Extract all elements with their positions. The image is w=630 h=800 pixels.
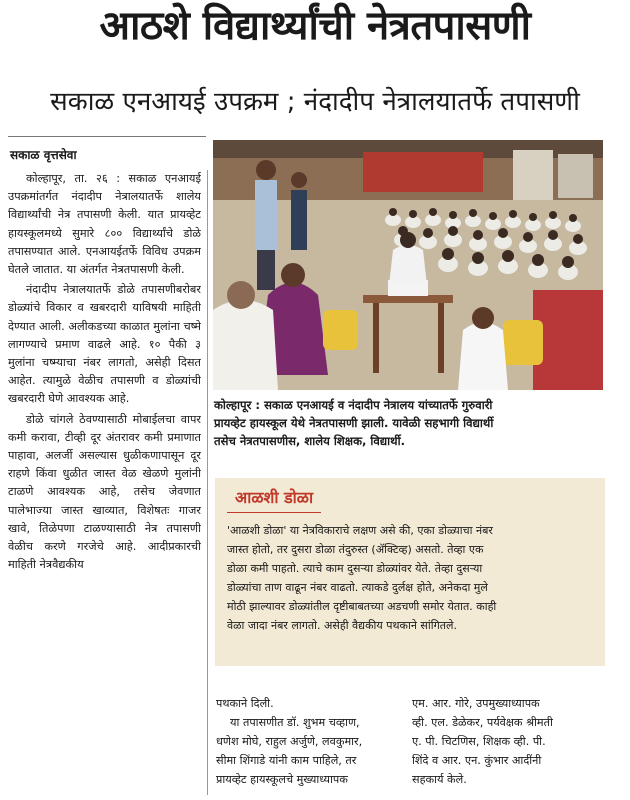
right-line-1: एम. आर. गोरे, उपमुख्याध्यापक	[412, 697, 540, 710]
sidebar-line-1: 'आळशी डोळा' या नेत्रविकाराचे लक्षण असे की, एका डोळ्याचा नंबर	[227, 524, 493, 537]
left-paragraph-3: डोळे चांगले ठेवण्यासाठी मोबाईलचा वापर कमी करावा, टीव्ही दूर अंतरावर कमी प्रमाणात पाहावा, अलर्जी असल्यास धुळीकणापासून दूर राहणे किंवा धुळीत जास्त वेळ खेळणे मुलांनी टाळणे आवश्यक आहे, तसेच जेवणात पालेभाज्या जास्त खाव्यात, विशेषतः गाजर खावे, तिळेपणा टाळण्यासाठी नेत्र तपासणी वेळीच करणे गरजेचे आहे. आदीप्रकारची माहिती नेत्रवैद्यकीय	[8, 412, 201, 572]
left-paragraph-1: कोल्हापूर, ता. २६ : सकाळ एनआयई उपक्रमांतर्गत नंदादीप नेत्रालयातर्फे शालेय विद्यार्थ्यांची नेत्र तपासणी केली. यात प्रायव्हेट हायस्कूलमध्ये सुमारे ८०० विद्यार्थ्यांचे डोळे तपासण्यात आले. एनआयईतर्फे विविध उपक्रम घेतले जातात. या अंतर्गत नेत्रतपासणी केली.	[8, 172, 201, 277]
right-line-5: सहकार्य केले.	[412, 773, 467, 786]
caption-line-2: प्रायव्हेट हायस्कूल येथे नेत्रतपासणी झाली. यावेळी सहभागी विद्यार्थी	[214, 416, 494, 430]
middle-line-5: प्रायव्हेट हायस्कूलचे मुख्याध्यापक	[216, 773, 348, 786]
middle-line-3: धणेश मोघे, राहुल अर्जुणे, लवकुमार,	[216, 735, 363, 748]
headline: आठशे विद्यार्थ्यांची नेत्रतपासणी	[99, 3, 531, 49]
right-line-4: शिंदे व आर. एन. कुंभार आदींनी	[412, 754, 542, 767]
caption-line-3: तसेच नेत्रतपासणीस, शालेय शिक्षक, विद्यार्थी.	[214, 434, 405, 448]
photo-caption	[214, 396, 606, 450]
right-line-3: ए. पी. चिटणिस, शिक्षक व्ही. पी.	[412, 735, 546, 748]
sidebar-line-6: वेळा जादा नंबर लागतो. असेही वैद्यकीय पथकाने सांगितले.	[227, 619, 457, 632]
header-divider	[8, 136, 206, 137]
middle-line-2: या तपासणीत डॉ. शुभम चव्हाण,	[230, 716, 360, 729]
sidebar-line-4: डोळ्यांचा ताण वाढून नंबर वाढतो. त्याकडे दुर्लक्ष होते, अनेकदा मुले	[227, 581, 488, 594]
byline: सकाळ वृत्तसेवा	[10, 148, 77, 162]
right-line-2: व्ही. एल. डेळेकर, पर्यवेक्षक श्रीमती	[412, 716, 553, 729]
middle-column	[216, 694, 400, 789]
subheadline: सकाळ एनआयई उपक्रम ; नंदादीप नेत्रालयातर्फे तपासणी	[50, 87, 580, 117]
news-photo	[213, 140, 603, 390]
sidebar-line-3: डोळा कमी पाहतो. त्याचे काम दुसऱ्या डोळ्यांवर येते. तेव्हा दुसऱ्या	[227, 562, 483, 575]
photo-icon	[213, 140, 603, 390]
left-column	[8, 170, 201, 800]
sidebar-box-title: आळशी डोळा	[227, 484, 321, 513]
sidebar-line-2: जास्त होतो, तर दुसरा डोळा तंदुरुस्त (ॲक्टिव्ह) असतो. तेव्हा एक	[227, 543, 484, 556]
caption-line-1: कोल्हापूर : सकाळ एनआयई व नंदादीप नेत्रालय यांच्यातर्फे गुरुवारी	[214, 398, 493, 412]
left-paragraph-2: नंदादीप नेत्रालयातर्फे डोळे तपासणीबरोबर डोळ्यांचे विकार व खबरदारी याविषयी माहिती देण्यात आली. अलीकडच्या काळात मुलांना चष्मे लागण्याचे प्रमाण वाढले आहे. १० पैकी ३ मुलांना चष्म्याचा नंबर लागतो, असेही दिसत आहेत. त्यामुळे वेळीच तपासणी व डोळ्यांची खबरदारी घेणे आवश्यक आहे.	[8, 283, 201, 406]
sidebar-line-5: मोठी झाल्यावर डोळ्यांतील दृष्टीबाबतच्या अडचणी समोर येतात. काही	[227, 600, 497, 613]
sidebar-box-body	[227, 521, 593, 635]
right-column	[412, 694, 608, 789]
column-divider	[207, 170, 208, 795]
sidebar-box	[215, 478, 605, 666]
middle-line-1: पथकाने दिली.	[216, 697, 274, 710]
middle-line-4: सीमा शिंगाडे यांनी काम पाहिले, तर	[216, 754, 357, 767]
